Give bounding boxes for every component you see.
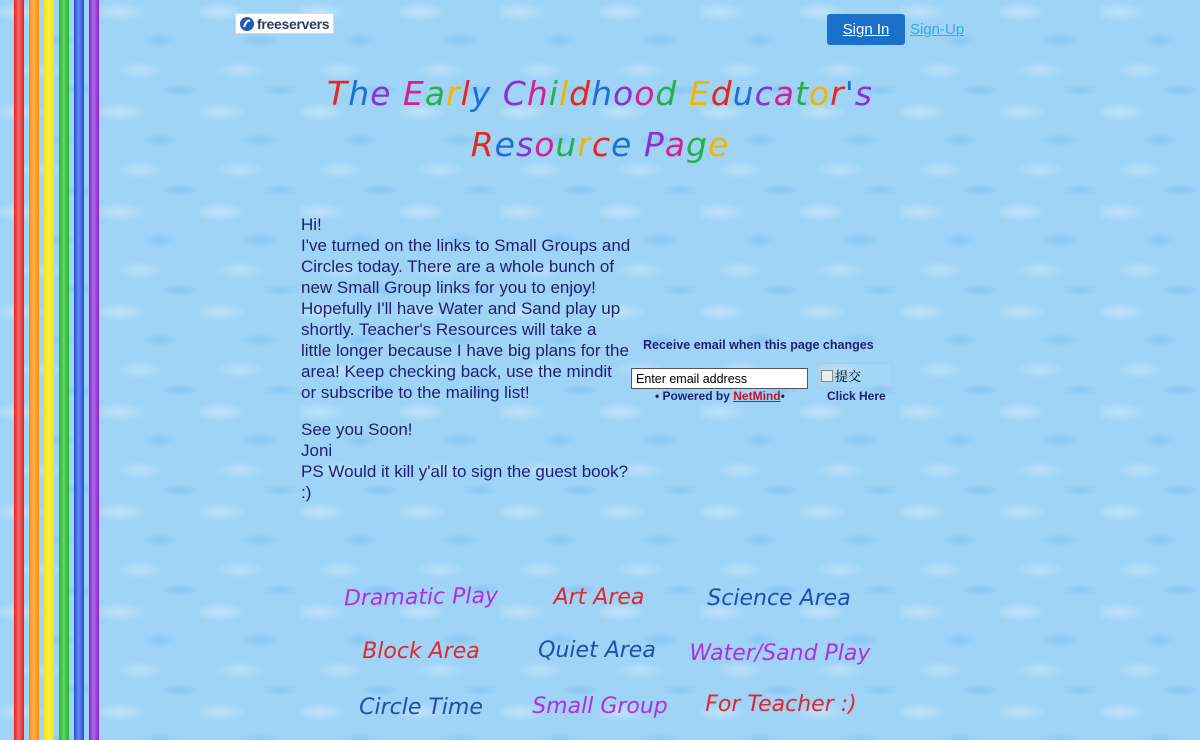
message-body: I've turned on the links to Small Groups and Circles today. There are a whole bunch of new Small Group links for you to enjoy! Hopefully I'll have Water and Sand play up shortly. Teacher's Resources will take a little longer because I have big plans for the area! Keep checking back, use the mindit or subscribe to the mailing list! [301, 236, 631, 402]
page-title-line-2 [300, 125, 900, 164]
title-letter: h [526, 74, 549, 113]
title-letter: u [732, 74, 755, 113]
title-letter: o [634, 74, 656, 113]
submit-alt-text: 提交 [835, 369, 862, 384]
title-letter: ' [844, 74, 855, 113]
title-letter: o [808, 74, 831, 113]
nav-quiet-area[interactable]: Quiet Area [538, 638, 656, 663]
title-letter: a [773, 74, 795, 113]
rainbow-stripe [44, 0, 54, 740]
powered-suffix: • [780, 389, 785, 403]
page-title-line-1 [300, 74, 900, 113]
nav-science-area[interactable]: Science Area [707, 586, 851, 611]
title-letter: E [688, 74, 711, 113]
nav-water-sand-play[interactable]: Water/Sand Play [689, 641, 871, 666]
title-letter: y [470, 74, 492, 113]
submit-button[interactable] [818, 363, 892, 388]
powered-prefix: • Powered by [655, 389, 734, 403]
title-letter: c [591, 125, 612, 164]
stripe-gap [99, 0, 104, 740]
click-here-label[interactable]: Click Here [827, 389, 886, 403]
title-letter: E [402, 74, 425, 113]
title-letter: s [854, 74, 873, 113]
title-letter: e [707, 125, 730, 164]
rainbow-stripe [89, 0, 99, 740]
title-letter [491, 74, 503, 113]
nav-circle-time[interactable]: Circle Time [359, 695, 483, 720]
title-letter [677, 74, 689, 113]
rainbow-stripe [74, 0, 84, 740]
title-letter: a [664, 125, 686, 164]
title-letter [391, 74, 403, 113]
title-letter: i [548, 74, 559, 113]
welcome-message [301, 214, 631, 519]
title-letter: h [348, 74, 371, 113]
logo-text: freeservers [257, 15, 330, 32]
sign-up-link[interactable]: Sign-Up [910, 21, 965, 38]
title-letter: d [710, 74, 733, 113]
title-letter: P [643, 125, 665, 164]
freeservers-icon [239, 16, 255, 32]
title-letter: e [370, 74, 392, 113]
title-letter: e [611, 125, 633, 164]
title-letter: t [794, 74, 809, 113]
title-letter: d [569, 74, 592, 113]
title-letter: R [470, 125, 495, 164]
nav-dramatic-play[interactable]: Dramatic Play [343, 583, 499, 612]
title-letter: l [558, 74, 570, 113]
rainbow-stripes [14, 0, 100, 740]
broken-image-icon [821, 370, 833, 382]
title-letter: h [591, 74, 613, 113]
title-letter: c [754, 74, 774, 113]
signoff-text: See you Soon! [301, 420, 413, 439]
title-letter: C [502, 74, 527, 113]
mindit-heading: Receive email when this page changes [643, 338, 874, 352]
netmind-link[interactable]: NetMind [733, 389, 781, 403]
nav-small-group[interactable]: Small Group [532, 694, 668, 719]
title-letter: r [446, 74, 461, 113]
powered-by [655, 389, 785, 403]
title-letter: d [655, 74, 678, 113]
sign-in-button[interactable]: Sign In [827, 14, 905, 45]
title-letter: T [327, 74, 349, 113]
freeservers-logo[interactable] [235, 13, 334, 34]
rainbow-stripe [59, 0, 69, 740]
title-letter: e [494, 125, 516, 164]
title-letter: u [555, 125, 578, 164]
title-letter: r [577, 125, 592, 164]
title-letter: a [424, 74, 447, 113]
title-letter: r [830, 74, 845, 113]
rainbow-stripe [14, 0, 24, 740]
title-letter [632, 125, 644, 164]
title-letter: o [612, 74, 635, 113]
nav-art-area[interactable]: Art Area [553, 585, 645, 610]
title-letter: o [534, 125, 556, 164]
nav-for-teacher[interactable]: For Teacher :) [705, 692, 857, 717]
ps-text: PS Would it kill y'all to sign the guest book? :) [301, 462, 629, 502]
rainbow-stripe [29, 0, 39, 740]
title-letter: g [686, 125, 708, 164]
title-letter: l [460, 74, 471, 113]
email-input[interactable] [631, 368, 808, 389]
greeting-text: Hi! [301, 215, 322, 234]
title-letter: s [515, 125, 535, 164]
author-name: Joni [301, 441, 333, 460]
nav-block-area[interactable]: Block Area [362, 639, 480, 664]
